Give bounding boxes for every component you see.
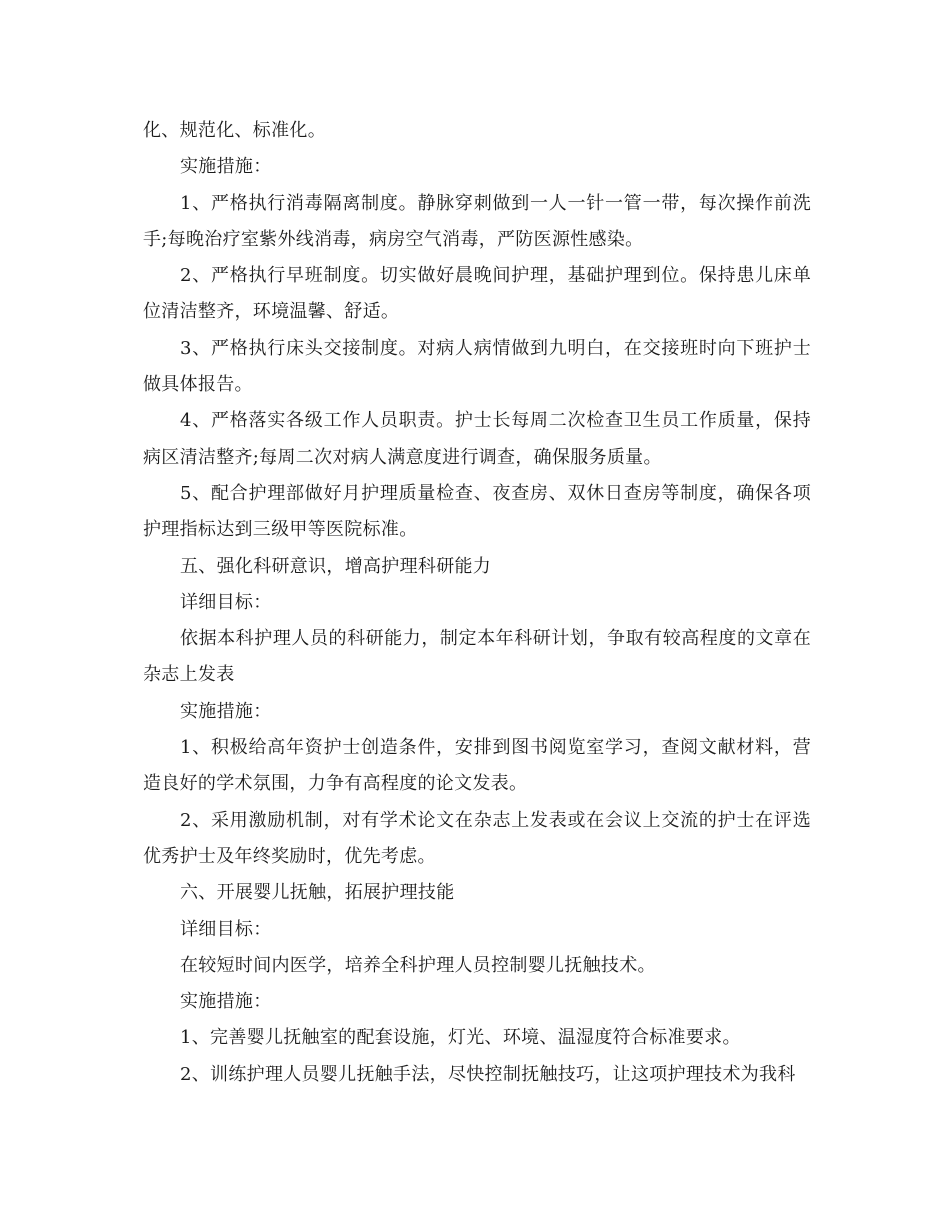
list-item: 2、严格执行早班制度。切实做好晨晚间护理，基础护理到位。保持患儿床单位清洁整齐，环境温馨、舒适。: [143, 265, 811, 323]
section-label: 详细目标：: [180, 591, 272, 613]
paragraph: 在较短时间内医学，培养全科护理人员控制婴儿抚触技术。: [180, 954, 656, 976]
section-heading: 五、强化科研意识，增高护理科研能力: [180, 555, 492, 577]
list-item: 1、完善婴儿抚触室的配套设施，灯光、环境、温湿度符合标准要求。: [180, 1027, 741, 1049]
list-item: 4、严格落实各级工作人员职责。护士长每周二次检查卫生员工作质量，保持病区清洁整齐;每周二次对病人满意度进行调查，确保服务质量。: [143, 410, 811, 468]
section-label: 实施措施：: [180, 700, 272, 722]
document-body: [143, 113, 811, 1093]
section-heading: 六、开展婴儿抚触，拓展护理技能: [180, 882, 455, 904]
section-label: 实施措施：: [180, 991, 272, 1013]
list-item: 2、训练护理人员婴儿抚触手法，尽快控制抚触技巧，让这项护理技术为我科: [180, 1063, 796, 1085]
paragraph: 化、规范化、标准化。: [143, 120, 326, 141]
section-label: 详细目标：: [180, 918, 272, 940]
list-item: 3、严格执行床头交接制度。对病人病情做到九明白，在交接班时向下班护士做具体报告。: [143, 337, 811, 396]
list-item: 2、采用激励机制，对有学术论文在杂志上发表或在会议上交流的护士在评选优秀护士及年终奖励时，优先考虑。: [143, 809, 811, 867]
section-label: 实施措施：: [180, 156, 272, 178]
list-item: 5、配合护理部做好月护理质量检查、夜查房、双休日查房等制度，确保各项护理指标达到三级甲等医院标准。: [143, 482, 811, 541]
list-item: 1、严格执行消毒隔离制度。静脉穿刺做到一人一针一管一带，每次操作前洗手;每晚治疗室紫外线消毒，病房空气消毒，严防医源性感染。: [143, 192, 811, 250]
paragraph: 依据本科护理人员的科研能力，制定本年科研计划，争取有较高程度的文章在杂志上发表: [143, 628, 811, 686]
list-item: 1、积极给高年资护士创造条件，安排到图书阅览室学习，查阅文献材料，营造良好的学术氛围，力争有高程度的论文发表。: [143, 737, 811, 795]
